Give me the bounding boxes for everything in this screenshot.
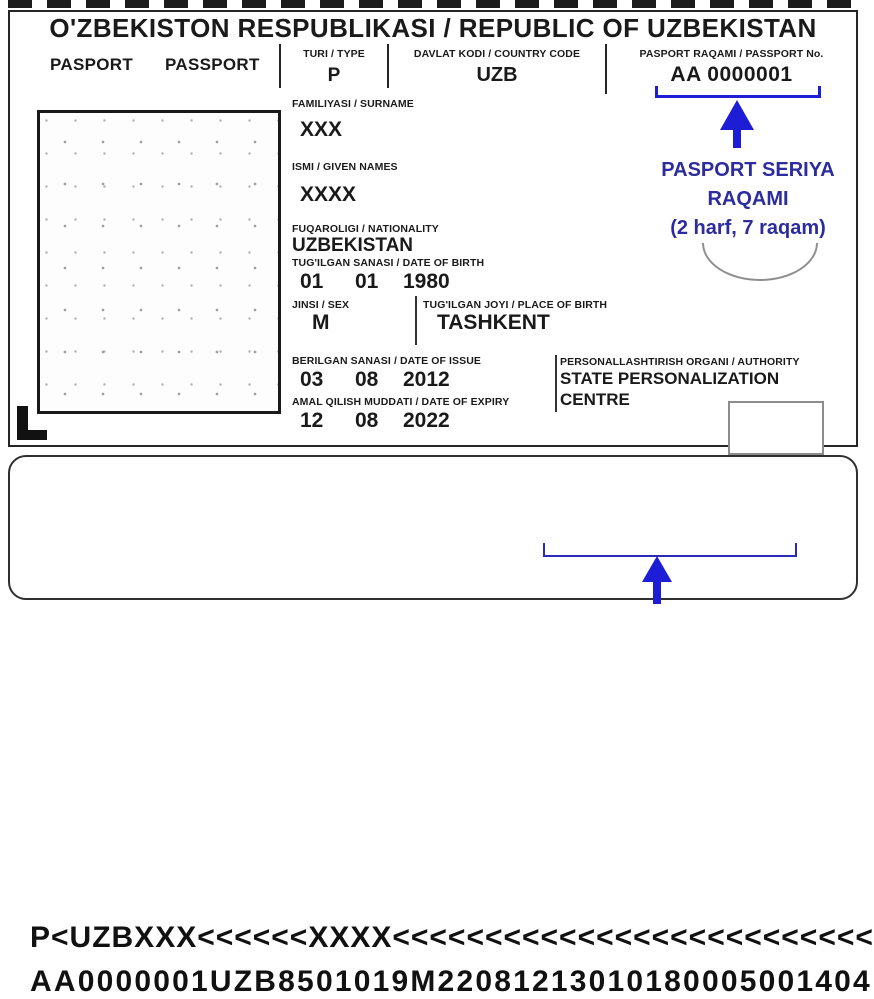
given-names-value: XXXX: [300, 183, 357, 206]
birth-year: 1980: [403, 270, 450, 293]
mrz-up-arrow-icon: [642, 556, 672, 582]
expiry-year: 2022: [403, 409, 450, 432]
expiry-month: 08: [355, 409, 379, 432]
passport-number-underline-bracket: [655, 86, 821, 98]
birth-date-value: [300, 270, 450, 294]
country-field-label: DAVLAT KODI / COUNTRY CODE: [413, 48, 581, 60]
label-pasport-uz: PASPORT: [50, 55, 134, 74]
issue-year: 2012: [403, 368, 450, 391]
passport-number-label: PASPORT RAQAMI / PASSPORT No.: [639, 48, 824, 60]
surname-value: XXX: [300, 118, 343, 141]
issue-date-label: BERILGAN SANASI / DATE OF ISSUE: [292, 355, 482, 367]
birth-place-value: TASHKENT: [437, 311, 550, 334]
expiry-date-label: AMAL QILISH MUDDATI / DATE OF EXPIRY: [292, 396, 510, 408]
issue-day: 03: [300, 368, 324, 391]
type-field-label: TURI / TYPE: [303, 48, 365, 60]
nationality-value: UZBEKISTAN: [292, 235, 414, 256]
birth-day: 01: [300, 270, 324, 293]
authority-divider: [555, 355, 557, 412]
serial-annotation-note: [642, 156, 854, 243]
stamp-box: [728, 401, 824, 455]
passport-data-card: [8, 44, 858, 447]
page-title: O'ZBEKISTON RESPUBLIKASI / REPUBLIC OF UZBEKISTAN: [49, 12, 817, 43]
serial-note-line3: (2 harf, 7 raqam): [670, 217, 826, 239]
issue-date-value: [300, 368, 450, 392]
serial-annotation-arc: [702, 243, 818, 281]
issue-month: 08: [355, 368, 379, 391]
expiry-date-value: [300, 409, 450, 433]
birth-month: 01: [355, 270, 379, 293]
mrz-up-arrow-icon: [653, 580, 661, 604]
authority-label: PERSONALLASHTIRISH ORGANI / AUTHORITY: [560, 356, 800, 368]
serial-note-line2: RAQAMI: [707, 188, 789, 210]
photo-corner-mark: [17, 430, 47, 440]
mrz-line-2: AA0000001UZB8501019M22081213010180005001404: [30, 965, 872, 998]
authority-value: STATE PERSONALIZATION CENTRE: [560, 369, 780, 409]
country-field-value: UZB: [476, 64, 518, 86]
field-divider-birthplace: [415, 296, 417, 345]
mrz-personal-number-bracket: [543, 543, 797, 557]
serial-up-arrow-icon: [720, 100, 754, 130]
serial-note-line1: PASPORT SERIYA: [661, 159, 835, 181]
mrz-line-1: P<UZBXXX<<<<<<XXXX<<<<<<<<<<<<<<<<<<<<<<<<<<: [30, 921, 874, 954]
top-dashed-border: [8, 0, 858, 8]
sex-label: JINSI / SEX: [292, 299, 350, 311]
header-band: [8, 10, 858, 46]
surname-label: FAMILIYASI / SURNAME: [292, 98, 414, 110]
expiry-day: 12: [300, 409, 324, 432]
mrz-zone: [8, 455, 874, 998]
birth-place-label: TUG'ILGAN JOYI / PLACE OF BIRTH: [423, 299, 608, 311]
birth-date-label: TUG'ILGAN SANASI / DATE OF BIRTH: [292, 257, 485, 269]
passport-number-value: AA 0000001: [670, 63, 793, 86]
label-passport-en: PASSPORT: [165, 55, 260, 74]
serial-up-arrow-icon: [733, 128, 741, 148]
nationality-label: FUQAROLIGI / NATIONALITY: [292, 223, 439, 235]
type-field-value: P: [327, 65, 341, 86]
sex-value: M: [312, 311, 330, 334]
given-names-label: ISMI / GIVEN NAMES: [292, 161, 398, 173]
photo-placeholder: [37, 110, 281, 414]
